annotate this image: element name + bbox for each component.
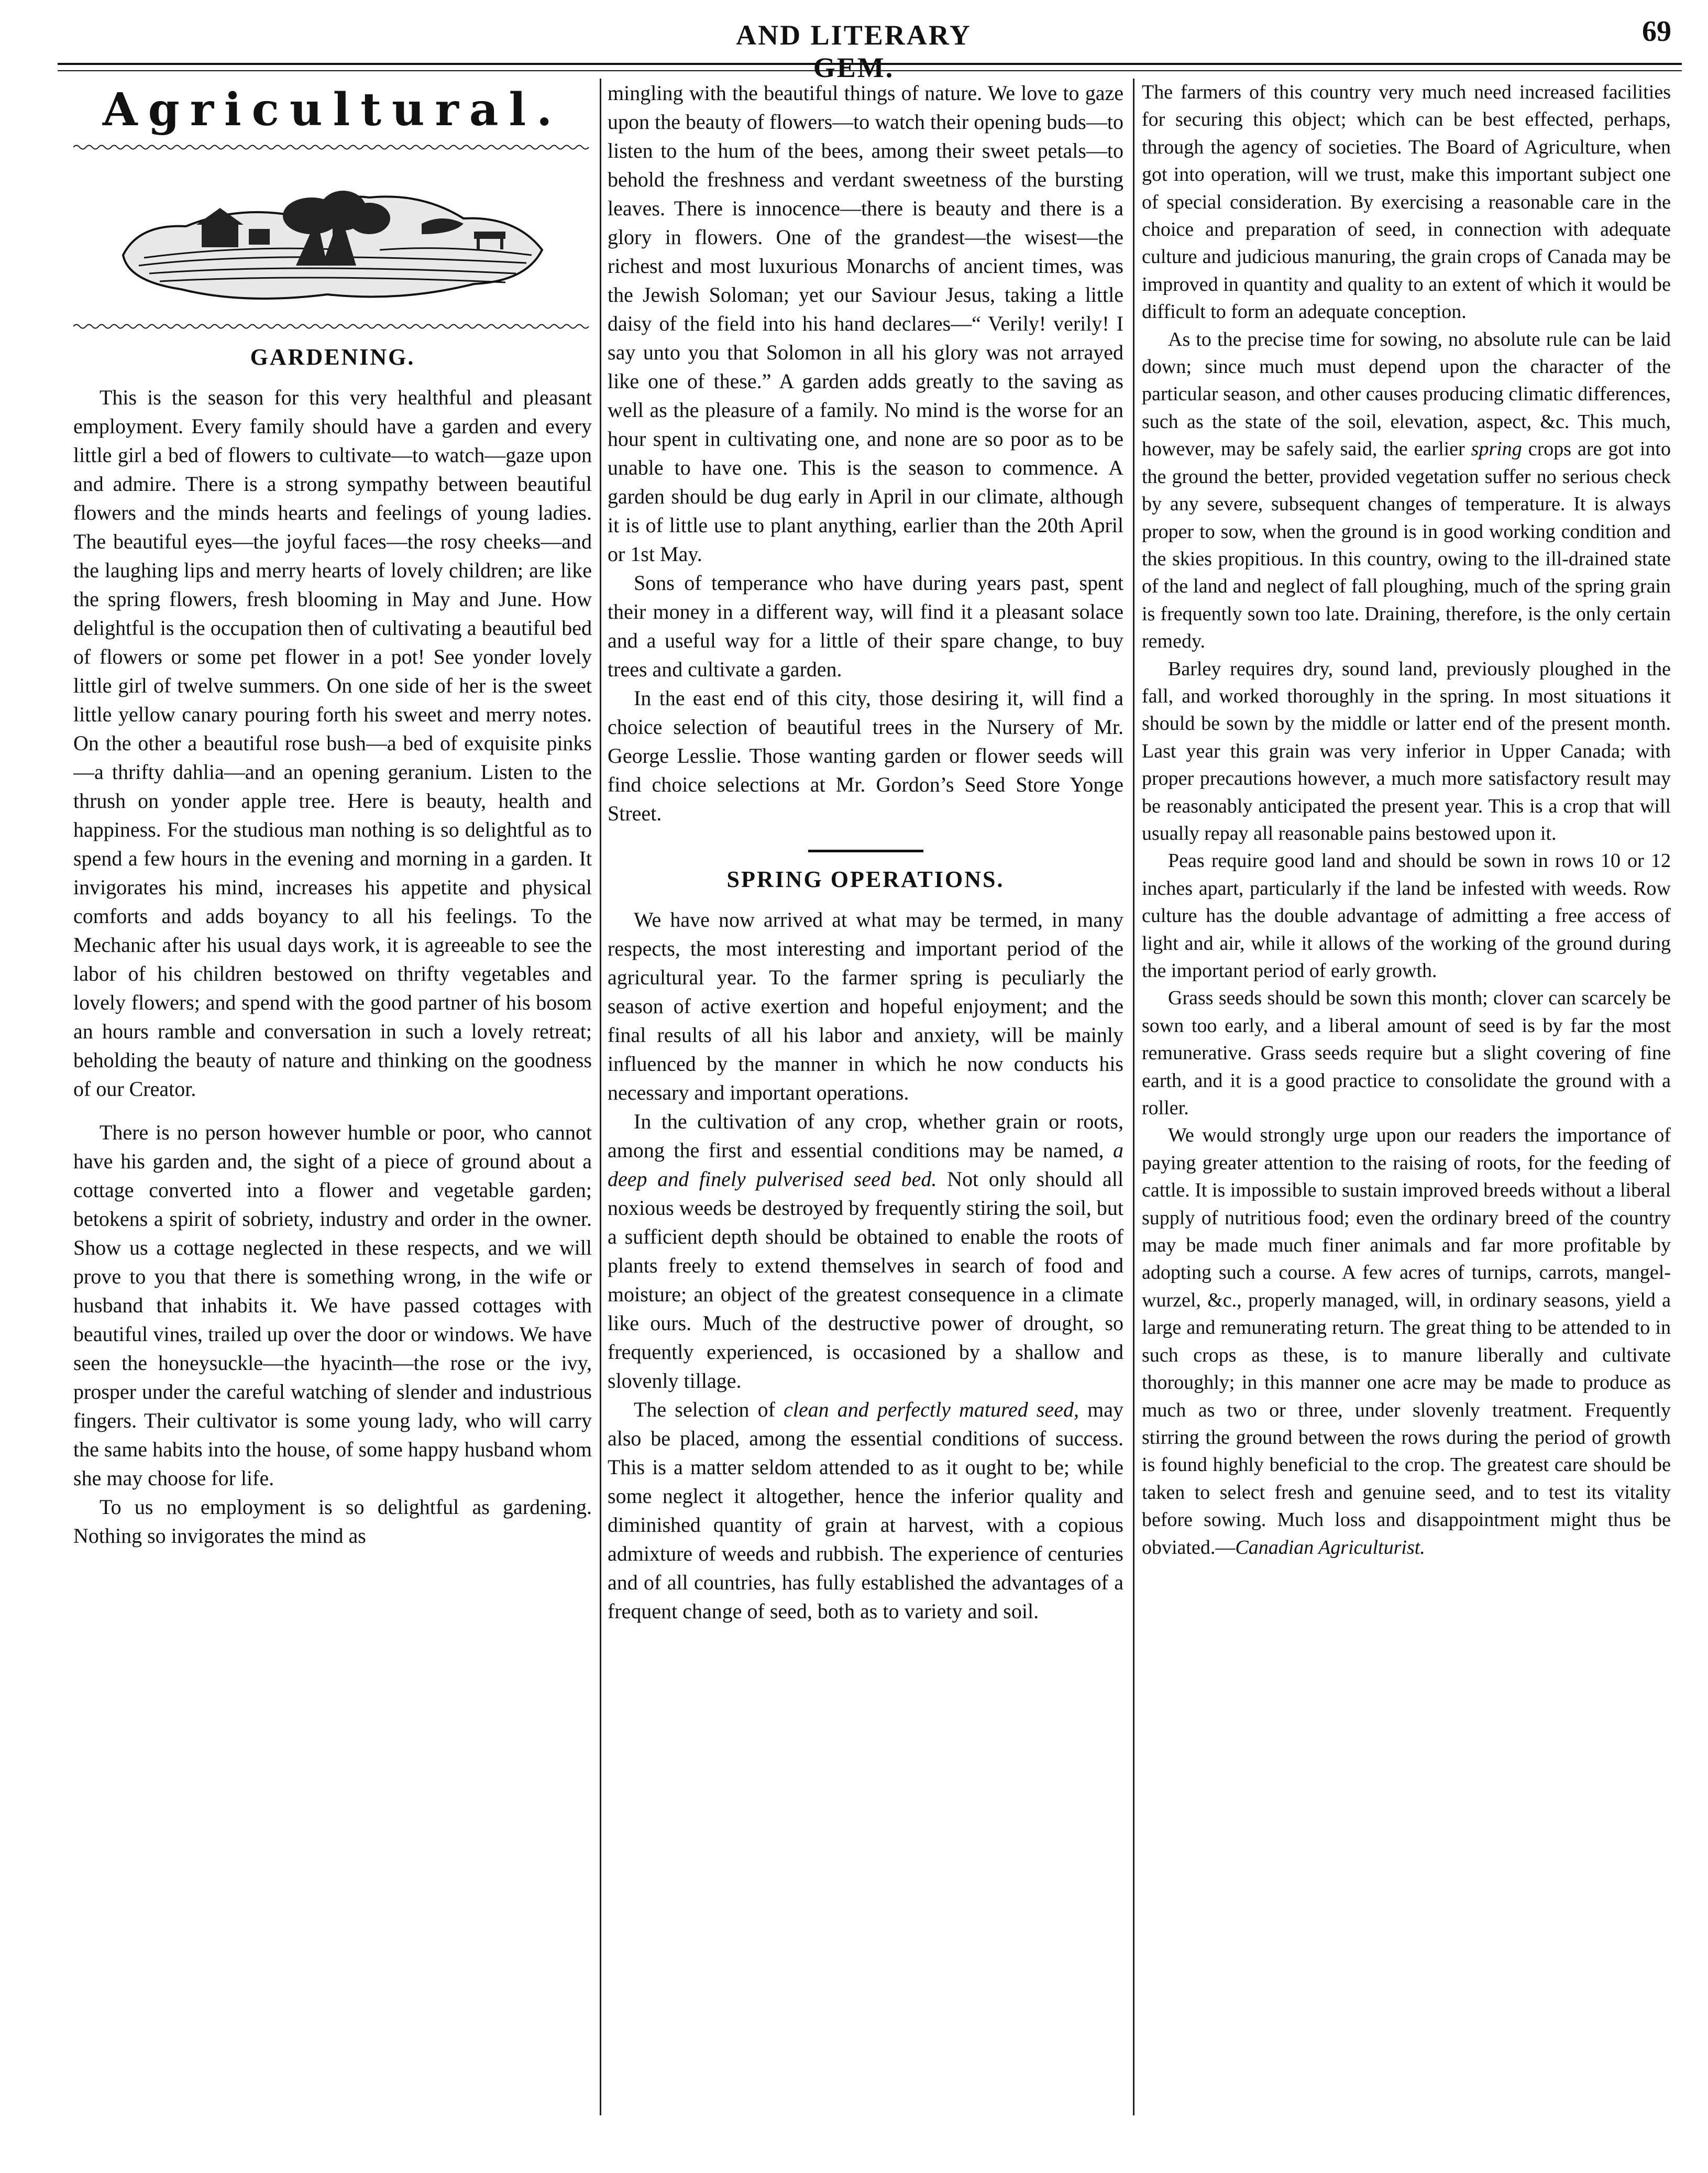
column-3 bbox=[1142, 79, 1671, 2115]
header-double-rule bbox=[58, 63, 1682, 71]
spring-operations-title: SPRING OPERATIONS. bbox=[726, 866, 1005, 892]
department-title: Agricultural. bbox=[102, 83, 563, 136]
gardening-paragraph-3-continued: mingling with the beautiful things of nature. We love to gaze upon the beauty of flowers—to watch their opening buds—to listen to the hum of the bees, among their sweet petals—to behold the freshness and verdant sweetness of the bursting leaves. There is innocence—there is beauty and there is a glory in flowers. One of the grandest—the wisest—the richest and most luxurious Monarchs of ancient times, was the Jewish Soloman; yet our Saviour Jesus, taking a little daisy of the field into his hand declares—“ Verily! verily! I say unto you that Solomon in all his glory was not arrayed like one of these.” A garden adds greatly to the saving as well as the pleasure of a family. No mind is the worse for an hour spent in cultivating one, and none are so poor as to be unable to have one. This is the season to commence. A garden should be dug early in April in our climate, although it is of little use to plant anything, earlier than the 20th April or 1st May. bbox=[608, 81, 1123, 566]
spring-paragraph-1: We have now arrived at what may be termed, in many respects, the most interesting and important period of the agricultural year. To the farmer spring is peculiarly the season of active exertion and hopeful enjoyment; and the final results of all his labor and anxiety, will be mainly influenced by the manner in which he now conducts his necessary and important operations. bbox=[608, 908, 1123, 1104]
gardening-title: GARDENING. bbox=[250, 344, 415, 370]
column-2 bbox=[608, 79, 1123, 2115]
gardening-paragraph-2: There is no person however humble or poor, who cannot have his garden and, the sight of a piece of ground about a cottage converted into a flower and vegetable garden; betokens a spirit of sobriety, industry and order in the owner. Show us a cottage neglected in these respects, and we will prove to you that there is something wrong, in the wife or husband that inhabits it. We have passed cottages with beautiful vines, trailed up over the door or windows. We have seen the honeysuckle—the hyacinth—the rose or the ivy, prosper under the careful watching of slender and industrious fingers. Their cultivator is some young lady, who will carry the same habits into the house, of some happy husband whom she may choose for life. bbox=[73, 1121, 592, 1490]
running-title: AND LITERARY GEM. bbox=[736, 19, 972, 83]
spring-paragraph-3: The selection of clean and perfectly matured seed, may also be placed, among the essential conditions of success. This is a matter seldom attended to as it ought to be; while some neglect it altogether, hence the inferior quality and diminished quantity of grain at harvest, with a copious admixture of weeds and rubbish. The experience of centuries and of all countries, has fully established the advantages of a frequent change of seed, both as to variety and soil. bbox=[608, 1398, 1123, 1623]
source-attribution: Canadian Agriculturist. bbox=[1235, 1536, 1425, 1559]
gardening-paragraph-5: In the east end of this city, those desiring it, will find a choice selection of beautiful trees in the Nursery of Mr. George Lesslie. Those wanting garden or flower seeds will find choice selections at Mr. Gordon’s Seed Store Yonge Street. bbox=[608, 686, 1123, 825]
wavy-rule-bottom bbox=[73, 323, 592, 330]
column-1 bbox=[73, 79, 592, 2115]
spring-paragraph-4: As to the precise time for sowing, no absolute rule can be laid down; since much must depend upon the character of the particular season, and other causes producing climatic differences, such as the state of the soil, elevation, aspect, &c. This much, however, may be safely said, the earlier spring crops are got into the ground the better, provided vegetation suffer no serious check by any severe, subsequent changes of temperature. It is always proper to sow, when the ground is in good working condition and the skies propitious. In this country, owing to the ill-drained state of the land and neglect of fall ploughing, much of the spring grain is frequently sown too late. Draining, therefore, is the only certain remedy. bbox=[1142, 328, 1671, 653]
wavy-rule-top bbox=[73, 144, 592, 151]
spring-paragraph-6: Peas require good land and should be sown in rows 10 or 12 inches apart, particularly if the land be infested with weeds. Row culture has the double advantage of admitting a free access of light and air, while it allows of the working of the ground during the important period of early growth. bbox=[1142, 850, 1671, 982]
gardening-paragraph-4: Sons of temperance who have during years past, spent their money in a different way, will find it a pleasant solace and a useful way for a little of their spare change, to buy trees and cultivate a garden. bbox=[608, 571, 1123, 681]
spring-paragraph-8: We would strongly urge upon our readers the importance of paying greater attention to the raising of roots, for the feeding of cattle. It is impossible to sustain improved breeds without a liberal supply of nutritious food; even the ordinary breed of the country may be made much finer animals and far more profitable by adopting such a course. A few acres of turnips, carrots, mangel-wurzel, &c., properly managed, will, in ordinary seasons, yield a large and remunerating return. The great thing to be attended to in such crops as these, is to manure liberally and cultivate thoroughly; in this manner one acre may be made to produce as much as two or three, under slovenly treatment. Frequently stirring the ground between the rows during the period of growth is found highly beneficial to the crop. The greatest care should be taken to select fresh and genuine seed, and to test its vitality before sowing. Much loss and disappointment might thus be obviated.—Canadian Agriculturist. bbox=[1142, 1124, 1671, 1559]
spring-paragraph-2: In the cultivation of any crop, whether grain or roots, among the first and essential conditions may be named, a deep and finely pulverised seed bed. Not only should all noxious weeds be destroyed by frequently stiring the soil, but a sufficient depth should be obtained to enable the roots of plants freely to extend themselves in search of food and moisture; an object of the greatest consequence in a climate like ours. Much of the destructive power of drought, so frequently experienced, is occasioned by a shallow and slovenly tillage. bbox=[608, 1110, 1123, 1392]
column-rule-1 bbox=[600, 79, 601, 2115]
spring-paragraph-3-continued: The farmers of this country very much need increased facilities for securing this object; which can be best effected, perhaps, through the agency of societies. The Board of Agriculture, when got into operation, will we trust, make this important subject one of special consideration. By exercising a reasonable care in the choice and preparation of seed, in connection with adequate culture and judicious manuring, the grain crops of Canada may be improved in quantity and quality to an extent of which it would be difficult to form an adequate conception. bbox=[1142, 81, 1671, 323]
spring-paragraph-5: Barley requires dry, sound land, previously ploughed in the fall, and worked thoroughly in the spring. In most situations it should be sown by the middle or latter end of the present month. Last year this grain was very inferior in Upper Canada; with proper precautions however, a much more satisfactory result may be reasonably anticipated the present year. This is a crop that will usually repay all reasonable pains bestowed upon it. bbox=[1142, 657, 1671, 844]
section-divider bbox=[808, 850, 923, 852]
column-rule-2 bbox=[1133, 79, 1134, 2115]
gardening-paragraph-3: To us no employment is so delightful as gardening. Nothing so invigorates the mind as bbox=[73, 1495, 592, 1548]
farm-landscape-illustration-icon bbox=[73, 158, 592, 315]
gardening-paragraph-1: This is the season for this very healthful and pleasant employment. Every family should have a garden and every little girl a bed of flowers to cultivate—to watch—gaze upon and admire. There is a strong sympathy between beautiful flowers and the minds hearts and feelings of young ladies. The beautiful eyes—the joyful faces—the rosy cheeks—and the laughing lips and merry hearts of lovely children; are like the spring flowers, fresh blooming in May and June. How delightful is the occupation then of cultivating a beautiful bed of flowers or some pet flower in a pot! See yonder lovely little girl of twelve summers. On one side of her is the sweet little yellow canary pouring forth his sweet and merry notes. On the other a beautiful rose bush—a bed of exquisite pinks—a thrifty dahlia—and an opening geranium. Listen to the thrush on yonder apple tree. Here is beauty, health and happiness. For the studious man nothing is so delightful as to spend a few hours in the evening and morning in a garden. It invigorates his mind, increases his appetite and physical comforts and adds boyancy to all his feelings. To the Mechanic after his usual days work, it is agreeable to see the labor of his children bestowed on thrifty vegetables and lovely flowers; and spend with the good partner of his bosom an hours ramble and conversation in such a lovely retreat; beholding the beauty of nature and thinking on the goodness of our Creator. bbox=[73, 386, 592, 1101]
page-number: 69 bbox=[1642, 15, 1671, 48]
spring-paragraph-7: Grass seeds should be sown this month; clover can scarcely be sown too early, and a liberal amount of seed is by far the most remunerative. Grass seeds require but a slight covering of fine earth, and it is a good practice to consolidate the ground with a roller. bbox=[1142, 987, 1671, 1120]
